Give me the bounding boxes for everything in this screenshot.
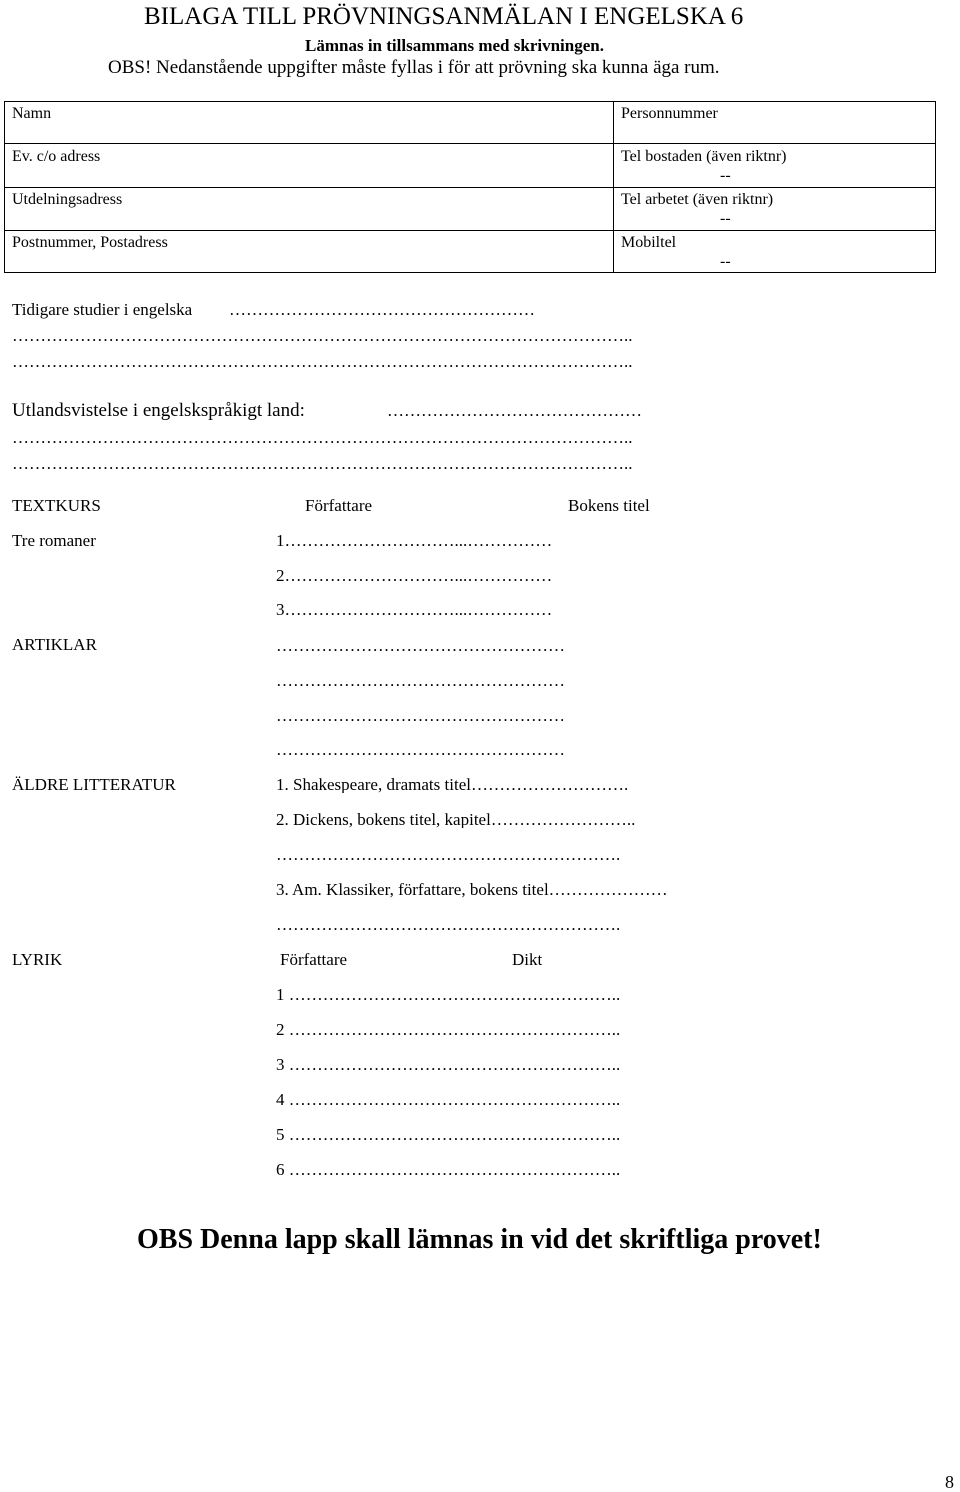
page-title: BILAGA TILL PRÖVNINGSANMÄLAN I ENGELSKA 6 (144, 3, 744, 30)
page-subtitle: Lämnas in tillsammans med skrivningen. (305, 36, 604, 55)
abroad-line[interactable]: ……………………………………… (387, 402, 642, 419)
article-line[interactable]: …………………………………………… (276, 672, 565, 689)
shakespeare-line[interactable]: 1. Shakespeare, dramats titel………………………. (276, 776, 629, 793)
instruction-note: OBS! Nedanstående uppgifter måste fyllas i för att prövning ska kunna äga rum. (108, 57, 720, 78)
personnummer-field[interactable]: Personnummer (621, 105, 718, 122)
poetry-author-heading: Författare (280, 950, 348, 969)
page-number: 8 (945, 1472, 954, 1492)
dickens-line[interactable]: 2. Dickens, bokens titel, kapitel…………………….. (276, 811, 636, 828)
utdelningsadress-field[interactable]: Utdelningsadress (12, 191, 123, 208)
table-divider-horizontal (5, 230, 935, 231)
articles-label: ARTIKLAR (12, 635, 97, 654)
postnummer-field[interactable]: Postnummer, Postadress (12, 234, 168, 251)
poem-line-3[interactable]: 3 ………………………………………………….. (276, 1056, 621, 1073)
poetry-poem-heading: Dikt (512, 950, 543, 969)
studies-label: Tidigare studier i engelska (12, 300, 193, 319)
novels-label: Tre romaner (12, 531, 96, 550)
textkurs-heading: TEXTKURS (12, 496, 101, 515)
dickens-continuation-line[interactable]: ……………………………………………………. (276, 846, 621, 863)
poetry-label: LYRIK (12, 950, 63, 969)
abroad-line[interactable]: ……………………………………………………………………………………………….. (12, 429, 633, 446)
author-column-heading: Författare (305, 496, 373, 515)
article-line[interactable]: …………………………………………… (276, 637, 565, 654)
poem-line-6[interactable]: 6 ………………………………………………….. (276, 1161, 621, 1178)
poem-line-2[interactable]: 2 ………………………………………………….. (276, 1021, 621, 1038)
poem-line-5[interactable]: 5 ………………………………………………….. (276, 1126, 621, 1143)
studies-line[interactable]: ……………………………………………… (229, 301, 535, 318)
poem-line-4[interactable]: 4 ………………………………………………….. (276, 1091, 621, 1108)
poem-line-1[interactable]: 1 ………………………………………………….. (276, 986, 621, 1003)
submission-notice: OBS Denna lapp skall lämnas in vid det skriftliga provet! (137, 1224, 822, 1255)
namn-field[interactable]: Namn (12, 105, 52, 122)
novel-line-2[interactable]: 2…………………………...…………… (276, 567, 553, 584)
novel-line-1[interactable]: 1…………………………...…………… (276, 532, 553, 549)
american-classic-line[interactable]: 3. Am. Klassiker, författare, bokens titel………………… (276, 881, 668, 898)
co-adress-field[interactable]: Ev. c/o adress (12, 148, 101, 165)
studies-line[interactable]: ……………………………………………………………………………………………….. (12, 353, 633, 370)
book-title-column-heading: Bokens titel (568, 496, 650, 515)
article-line[interactable]: …………………………………………… (276, 741, 565, 758)
personal-info-table (4, 101, 936, 273)
abroad-line[interactable]: ……………………………………………………………………………………………….. (12, 455, 633, 472)
novel-line-3[interactable]: 3…………………………...…………… (276, 601, 553, 618)
studies-line[interactable]: ……………………………………………………………………………………………….. (12, 327, 633, 344)
table-divider-horizontal (5, 143, 935, 144)
table-divider-horizontal (5, 187, 935, 188)
tel-arbetet-field[interactable]: Tel arbetet (även riktnr) (621, 191, 774, 208)
mobiltel-dash: -- (720, 253, 731, 270)
american-classic-continuation-line[interactable]: ……………………………………………………. (276, 916, 621, 933)
abroad-label: Utlandsvistelse i engelskspråkigt land: (12, 400, 305, 421)
mobiltel-field[interactable]: Mobiltel (621, 234, 677, 251)
older-literature-label: ÄLDRE LITTERATUR (12, 775, 176, 794)
tel-bostaden-dash: -- (720, 167, 731, 184)
tel-arbetet-dash: -- (720, 210, 731, 227)
tel-bostaden-field[interactable]: Tel bostaden (även riktnr) (621, 148, 787, 165)
article-line[interactable]: …………………………………………… (276, 707, 565, 724)
